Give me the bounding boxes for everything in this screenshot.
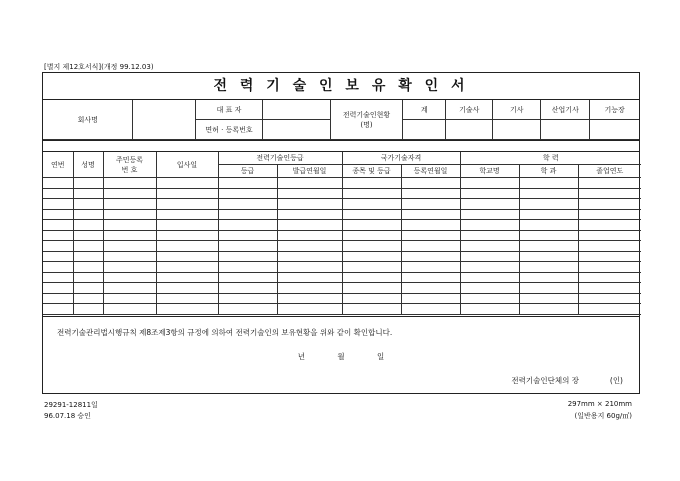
technicians-table-body [43, 178, 641, 315]
col-name: 성명 [73, 152, 103, 178]
table-row[interactable] [43, 199, 641, 210]
col-school: 학교명 [460, 165, 519, 178]
form-code: 29291-12811일 [44, 401, 98, 409]
col-join-date: 입사일 [156, 152, 218, 178]
section-divider [43, 140, 639, 152]
grade-count-field[interactable] [541, 120, 590, 140]
representative-field[interactable] [263, 100, 330, 120]
representative-label: 대 표 자 [195, 100, 262, 120]
seal-mark: (인) [609, 376, 623, 385]
col-reg-date: 등록연월일 [401, 165, 460, 178]
grade-count-field[interactable] [493, 120, 541, 140]
table-row[interactable] [43, 304, 641, 315]
confirmation-date [43, 351, 639, 362]
col-issue-date: 발급연월일 [277, 165, 342, 178]
approval-date: 96.07.18 승인 [44, 412, 91, 420]
confirmation-statement: 전력기술관리법시행규칙 제8조제3항의 규정에 의하여 전력기술인의 보유현황을 위와 같이 확인합니다. [57, 328, 393, 337]
company-name-field[interactable] [133, 100, 195, 140]
grade-label: 기능장 [590, 100, 639, 120]
company-info-table [43, 100, 639, 140]
grade-label: 산업기사 [541, 100, 590, 120]
grade-count-field[interactable] [403, 120, 446, 140]
confirmation-footer [43, 316, 639, 393]
signer-title: 전력기술인단체의 장 [511, 376, 579, 385]
form-title: 전 력 기 술 인 보 유 확 인 서 [43, 73, 639, 100]
table-row[interactable] [43, 241, 641, 252]
date-day-label: 일 [377, 352, 385, 361]
col-grade: 등급 [218, 165, 277, 178]
table-row[interactable] [43, 209, 641, 220]
col-cert-kind: 종목 및 등급 [342, 165, 401, 178]
paper-size: 297mm × 210mm [567, 400, 632, 408]
group-education: 학 력 [460, 152, 641, 165]
date-year-label: 년 [297, 352, 305, 361]
table-row[interactable] [43, 262, 641, 273]
confirmation-form [42, 72, 640, 394]
status-label: 전력기술인현황 (명) [330, 100, 403, 140]
col-resident-number: 주민등록 번 호 [103, 152, 156, 178]
grade-label: 기사 [493, 100, 541, 120]
group-national-certificate: 국가기술자격 [342, 152, 460, 165]
col-grad-year: 졸업연도 [578, 165, 641, 178]
company-name-label: 회사명 [43, 100, 133, 140]
grade-total-label: 계 [403, 100, 446, 120]
license-number-field[interactable] [263, 120, 330, 140]
grade-label: 기술사 [446, 100, 493, 120]
col-major: 학 과 [519, 165, 578, 178]
table-row[interactable] [43, 220, 641, 231]
grade-count-field[interactable] [446, 120, 493, 140]
table-row[interactable] [43, 293, 641, 304]
grade-count-field[interactable] [590, 120, 639, 140]
form-reference: [별지 제12호서식](개정 99.12.03) [44, 63, 154, 71]
date-month-label: 월 [337, 352, 345, 361]
group-technician-grade: 전력기술인등급 [218, 152, 342, 165]
col-number: 연번 [43, 152, 73, 178]
table-row[interactable] [43, 272, 641, 283]
table-row[interactable] [43, 188, 641, 199]
table-row[interactable] [43, 283, 641, 294]
table-row[interactable] [43, 251, 641, 262]
license-number-label: 면허 · 등록번호 [195, 120, 262, 140]
table-row[interactable] [43, 178, 641, 189]
table-row[interactable] [43, 230, 641, 241]
paper-spec: (일반용지 60g/㎡) [574, 412, 632, 420]
technicians-table [43, 152, 641, 315]
